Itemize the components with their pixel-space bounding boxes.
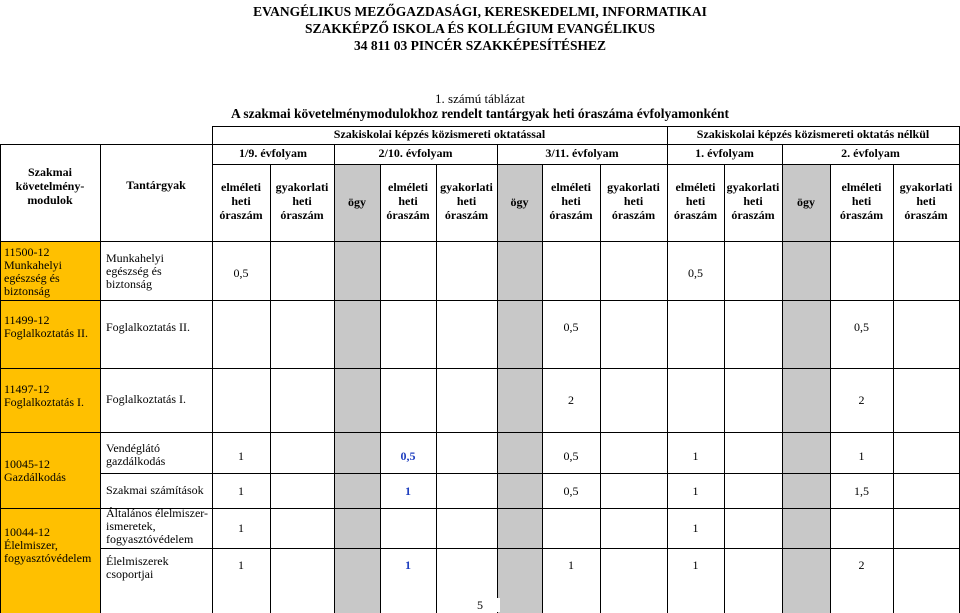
year-3-11: 3/11. évfolyam [545, 146, 619, 160]
value-cell: 1 [858, 449, 865, 463]
value-cell: 1 [692, 558, 699, 572]
subject-row-5: Általános élelmiszer-ismeretek, fogyasztóvédelem [106, 506, 209, 546]
value-cell: 2 [858, 393, 865, 407]
value-cell: 2 [858, 558, 865, 572]
ogy-header-3: ögy [797, 195, 815, 209]
value-cell: 1 [238, 521, 244, 535]
header-line-3: 34 811 03 PINCÉR SZAKKÉPESÍTÉSHEZ [353, 38, 607, 53]
year-1: 1. évfolyam [695, 146, 754, 160]
group-without-general-education: Szakiskolai képzés közismereti oktatás nélkül [696, 127, 930, 141]
value-cell: 1 [238, 484, 244, 498]
value-cell: 1,5 [854, 484, 869, 498]
ogy-column-3 [782, 164, 830, 613]
value-cell: 0,5 [688, 266, 703, 280]
year-2-10: 2/10. évfolyam [378, 146, 453, 160]
subject-row-2: Foglalkoztatás I. [106, 392, 186, 406]
theory-header-4: elméleti heti óraszám [673, 180, 718, 222]
module-column-header: Szakmai követelmény-modulok [15, 165, 85, 207]
value-cell: 2 [568, 393, 574, 407]
subject-row-0: Munkahelyi egészség és biztonság [106, 251, 164, 291]
value-cell-highlighted: 1 [405, 484, 411, 498]
value-cell: 1 [692, 484, 699, 498]
table-number: 1. számú táblázat [435, 91, 525, 106]
theory-header-2: elméleti heti óraszám [386, 180, 430, 222]
page-number: 5 [460, 598, 500, 612]
value-cell: 1 [238, 558, 244, 572]
ogy-column-2 [497, 164, 542, 613]
group-with-general-education: Szakiskolai képzés közismereti oktatással [333, 127, 546, 141]
module-11499-12: 11499-12 Foglalkoztatás II. [4, 313, 88, 340]
value-cell: 0,5 [563, 320, 579, 334]
year-2: 2. évfolyam [841, 146, 900, 160]
practice-header-2: gyakorlati heti óraszám [440, 180, 493, 222]
value-cell: 1 [692, 449, 699, 463]
value-cell: 1 [238, 449, 244, 463]
ogy-header-1: ögy [348, 195, 366, 209]
theory-header-5: elméleti heti óraszám [839, 180, 884, 222]
value-cell: 1 [568, 558, 574, 572]
ogy-header-2: ögy [510, 195, 529, 209]
practice-header-4: gyakorlati heti óraszám [726, 180, 780, 222]
value-cell: 1 [692, 521, 699, 535]
subject-row-6: Élelmiszerek csoportjai [106, 554, 169, 581]
module-11497-12: 11497-12 Foglalkoztatás I. [4, 382, 84, 409]
table-title: A szakmai követelménymodulokhoz rendelt tantárgyak heti óraszáma évfolyamonként [230, 106, 730, 121]
theory-header-1: elméleti heti óraszám [219, 180, 263, 222]
module-10044-12: 10044-12 Élelmiszer, fogyasztóvédelem [4, 525, 92, 565]
year-1-9: 1/9. évfolyam [239, 146, 307, 160]
subject-column-header: Tantárgyak [126, 178, 186, 192]
practice-header-3: gyakorlati heti óraszám [607, 180, 660, 222]
value-cell: 0,5 [563, 484, 579, 498]
module-11500-12: 11500-12 Munkahelyi egészség és biztonság [4, 245, 62, 298]
subject-row-3: Vendéglátó gazdálkodás [106, 441, 166, 468]
theory-header-3: elméleti heti óraszám [549, 180, 593, 222]
practice-header-1: gyakorlati heti óraszám [275, 180, 329, 222]
subject-row-4: Szakmai számítások [106, 483, 204, 497]
value-cell: 0,5 [563, 449, 579, 463]
value-cell-highlighted: 0,5 [400, 449, 416, 463]
value-cell: 0,5 [233, 266, 249, 280]
subject-row-1: Foglalkoztatás II. [106, 320, 190, 334]
header-line-1: EVANGÉLIKUS MEZŐGAZDASÁGI, KERESKEDELMI, INFORMATIKAI [253, 4, 707, 19]
ogy-column-1 [334, 164, 380, 613]
value-cell: 0,5 [854, 320, 869, 334]
practice-header-5: gyakorlati heti óraszám [899, 180, 953, 222]
header-line-2: SZAKKÉPZŐ ISKOLA ÉS KOLLÉGIUM EVANGÉLIKUS [304, 21, 656, 36]
value-cell-highlighted: 1 [405, 558, 411, 572]
module-10045-12: 10045-12 Gazdálkodás [4, 457, 66, 484]
